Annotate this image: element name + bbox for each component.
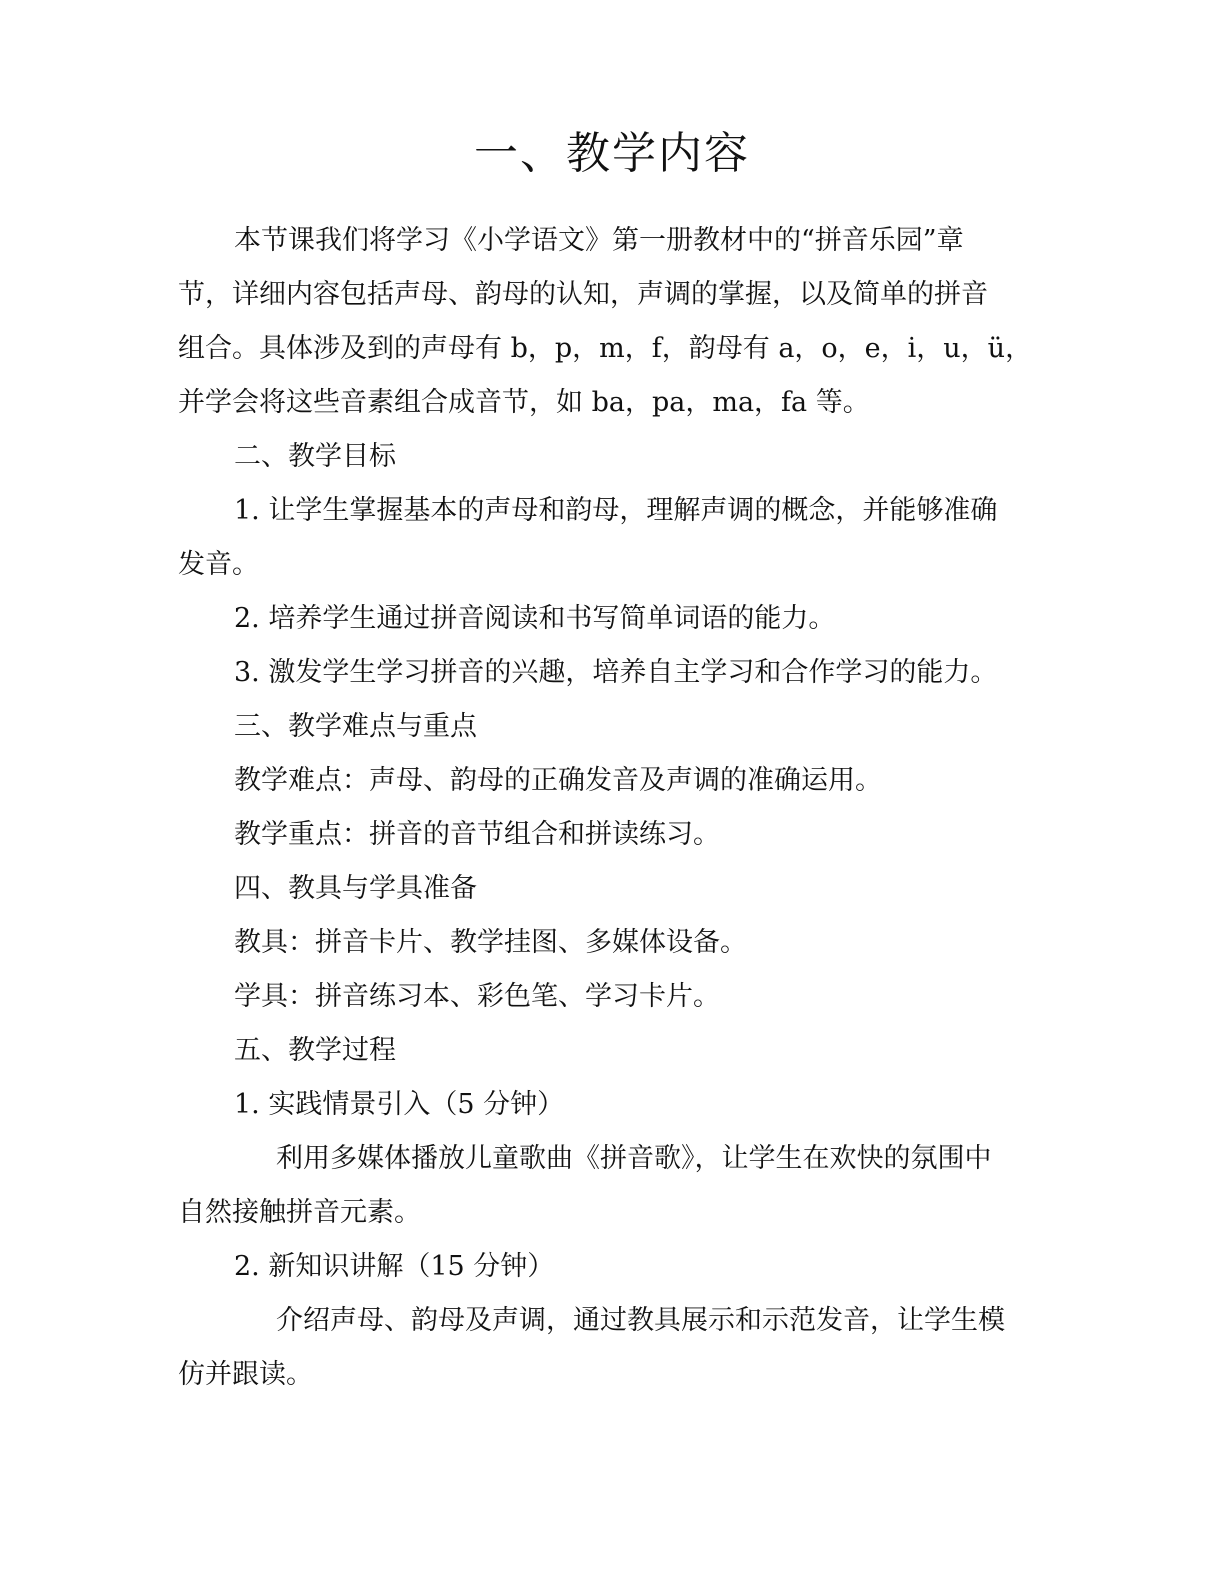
paragraph-line: 教学重点：拼音的音节组合和拼读练习。 bbox=[234, 819, 720, 850]
paragraph-line: 自然接触拼音元素。 bbox=[178, 1197, 421, 1228]
page-title: 一、教学内容 bbox=[474, 128, 750, 179]
list-item: 2. 培养学生通过拼音阅读和书写简单词语的能力。 bbox=[234, 603, 836, 634]
paragraph-line: 并学会将这些音素组合成音节，如 ba，pa，ma，fa 等。 bbox=[178, 387, 870, 418]
paragraph-line: 教具：拼音卡片、教学挂图、多媒体设备。 bbox=[234, 927, 747, 958]
section-heading: 五、教学过程 bbox=[234, 1035, 396, 1066]
section-heading: 三、教学难点与重点 bbox=[234, 711, 477, 742]
paragraph-line: 介绍声母、韵母及声调，通过教具展示和示范发音，让学生模 bbox=[276, 1305, 1005, 1336]
section-heading: 二、教学目标 bbox=[234, 441, 396, 472]
section-heading: 四、教具与学具准备 bbox=[234, 873, 477, 904]
paragraph-line: 组合。具体涉及到的声母有 b，p，m，f，韵母有 a，o，e，i，u，ü， bbox=[178, 333, 1033, 364]
paragraph-line: 本节课我们将学习《小学语文》第一册教材中的“拼音乐园”章 bbox=[234, 225, 964, 256]
paragraph-line: 利用多媒体播放儿童歌曲《拼音歌》，让学生在欢快的氛围中 bbox=[276, 1143, 992, 1174]
paragraph-line: 仿并跟读。 bbox=[178, 1359, 313, 1390]
paragraph-line: 教学难点：声母、韵母的正确发音及声调的准确运用。 bbox=[234, 765, 882, 796]
list-item: 3. 激发学生学习拼音的兴趣，培养自主学习和合作学习的能力。 bbox=[234, 657, 998, 688]
list-item-continuation: 发音。 bbox=[178, 549, 259, 580]
list-item: 1. 让学生掌握基本的声母和韵母，理解声调的概念，并能够准确 bbox=[234, 495, 998, 526]
list-item: 1. 实践情景引入（5 分钟） bbox=[234, 1089, 565, 1120]
list-item: 2. 新知识讲解（15 分钟） bbox=[234, 1251, 555, 1282]
paragraph-line: 节，详细内容包括声母、韵母的认知，声调的掌握，以及简单的拼音 bbox=[178, 279, 988, 310]
paragraph-line: 学具：拼音练习本、彩色笔、学习卡片。 bbox=[234, 981, 720, 1012]
